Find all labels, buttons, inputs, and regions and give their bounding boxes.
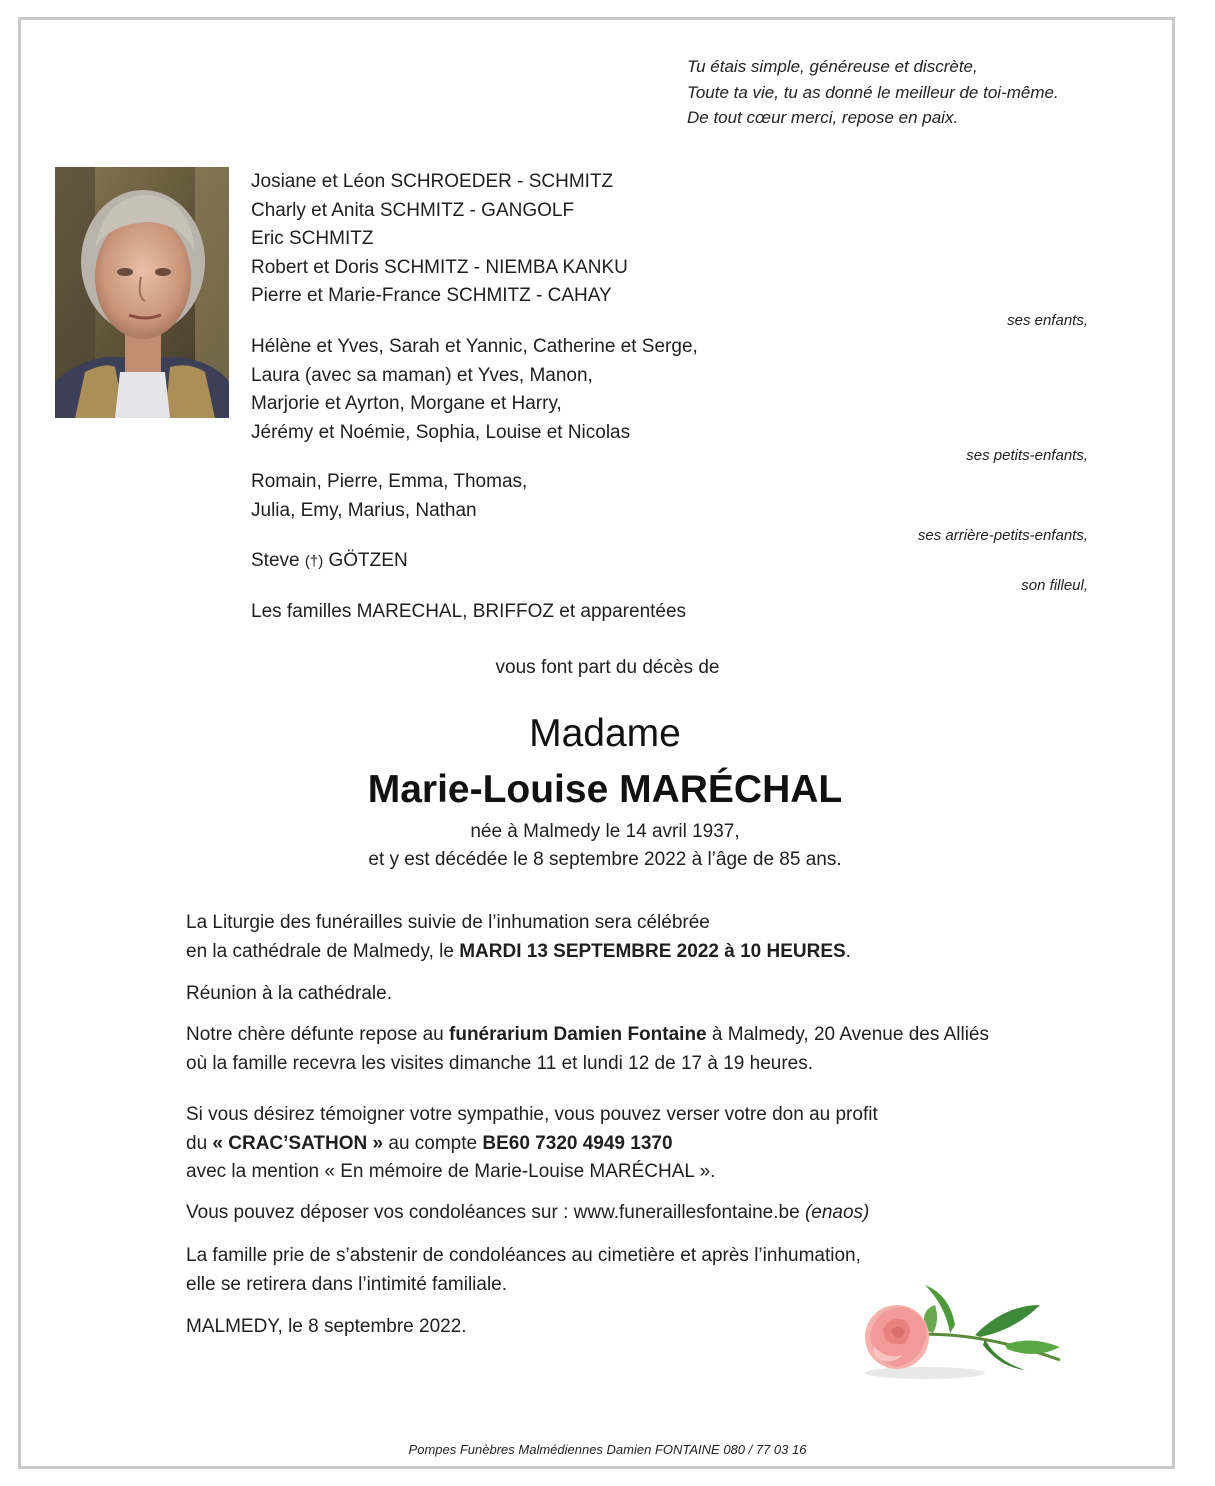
list-item: Robert et Doris SCHMITZ - NIEMBA KANKU (251, 256, 628, 278)
poem-line: Toute ta vie, tu as donné le meilleur de toi-même. (687, 82, 1059, 102)
condolences-info (186, 1199, 869, 1228)
list-item: Pierre et Marie-France SCHMITZ - CAHAY (251, 285, 612, 306)
request-line: elle se retirera dans l’intimité familiale. (186, 1273, 508, 1295)
great-grandchildren-list (251, 468, 527, 525)
great-grandchildren-label: ses arrière-petits-enfants, (917, 527, 1088, 544)
godson-label: son filleul, (1021, 577, 1088, 594)
request-line: La famille prie de s’abstenir de condoléances au cimetière et après l’inhumation, (186, 1245, 861, 1266)
list-item: Laura (avec sa maman) et Yves, Manon, (251, 364, 593, 386)
godson-last: GÖTZEN (323, 550, 408, 571)
birth-info: née à Malmedy le 14 avril 1937, (470, 821, 740, 842)
grandchildren-label: ses petits-enfants, (966, 447, 1088, 464)
donation-info (186, 1101, 878, 1187)
list-item: Hélène et Yves, Sarah et Yannic, Catherine et Serge, (251, 336, 698, 357)
children-label: ses enfants, (1007, 312, 1088, 329)
family-request (186, 1242, 861, 1299)
list-item: Julia, Emy, Marius, Nathan (251, 499, 477, 521)
repose-text: à Malmedy, 20 Avenue des Alliés (706, 1024, 989, 1045)
list-item: Charly et Anita SCHMITZ - GANGOLF (251, 199, 575, 221)
announcement: vous font part du décès de (495, 657, 720, 678)
liturgy-text: . (845, 940, 851, 962)
footer: Pompes Funèbres Malmédiennes Damien FONTAINE 080 / 77 03 16 (408, 1442, 807, 1457)
grandchildren-list (251, 333, 698, 447)
liturgy-line (186, 938, 851, 967)
children-list (251, 168, 628, 311)
repose-line: où la famille recevra les visites dimanche 11 et lundi 12 de 17 à 19 heures. (186, 1052, 814, 1074)
list-item: Romain, Pierre, Emma, Thomas, (251, 471, 528, 492)
godson-first: Steve (251, 550, 305, 571)
reunion: Réunion à la cathédrale. (186, 983, 392, 1004)
list-item: Eric SCHMITZ (251, 228, 374, 249)
liturgy-text: en la cathédrale de Malmedy, le (186, 940, 460, 962)
condolences-italic: (enaos) (804, 1202, 870, 1223)
funerarium-name: funérarium Damien Fontaine (449, 1024, 707, 1045)
donation-line: avec la mention « En mémoire de Marie-Louise MARÉCHAL ». (186, 1161, 716, 1182)
portrait-photo (55, 167, 229, 418)
poem-line: De tout cœur merci, repose en paix. (687, 108, 959, 127)
godson (251, 547, 408, 577)
donation-iban: BE60 7320 4949 1370 (482, 1132, 673, 1154)
place-date: MALMEDY, le 8 septembre 2022. (186, 1316, 467, 1337)
condolences-text: Vous pouvez déposer vos condoléances sur : www.funeraillesfontaine.be (186, 1202, 805, 1223)
list-item: Josiane et Léon SCHROEDER - SCHMITZ (251, 171, 614, 192)
poem (687, 54, 1059, 131)
donation-text: au compte (383, 1132, 483, 1154)
liturgy-date: MARDI 13 SEPTEMBRE 2022 à 10 HEURES (459, 940, 846, 962)
poem-line: Tu étais simple, généreuse et discrète, (687, 57, 978, 76)
death-info: et y est décédée le 8 septembre 2022 à l’âge de 85 ans. (368, 849, 842, 870)
repose-text: Notre chère défunte repose au (186, 1024, 450, 1045)
families: Les familles MARECHAL, BRIFFOZ et apparentées (251, 601, 687, 622)
donation-org: « CRAC’SATHON » (212, 1132, 384, 1154)
liturgy-info (186, 909, 851, 966)
cross-icon: (†) (304, 553, 324, 570)
repose-info (186, 1021, 989, 1078)
deceased-title: Madame (529, 712, 681, 755)
list-item: Jérémy et Noémie, Sophia, Louise et Nicolas (251, 421, 631, 443)
list-item: Marjorie et Ayrton, Morgane et Harry, (251, 393, 562, 414)
deceased-name: Marie-Louise MARÉCHAL (367, 768, 843, 811)
rose-icon (855, 1275, 1070, 1385)
liturgy-line: La Liturgie des funérailles suivie de l’inhumation sera célébrée (186, 912, 710, 933)
donation-line: Si vous désirez témoigner votre sympathie, vous pouvez verser votre don au profit (186, 1104, 878, 1125)
donation-text: du (186, 1132, 213, 1154)
